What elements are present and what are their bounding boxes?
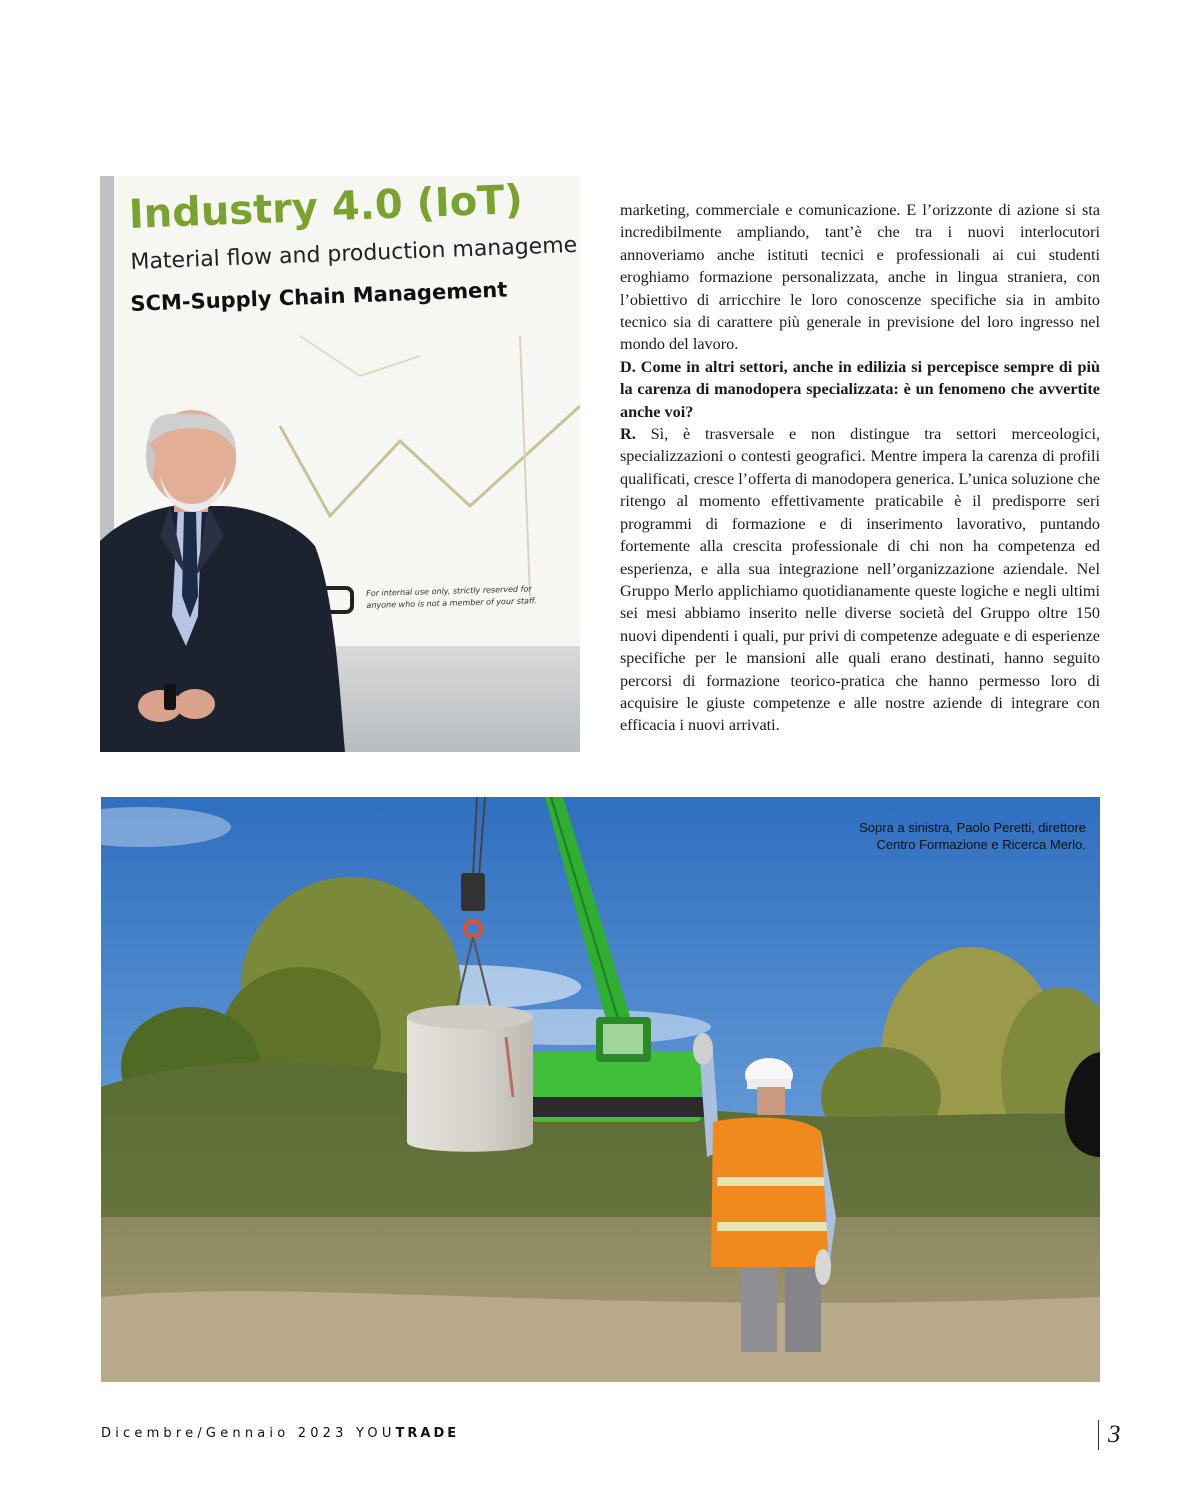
- issue-date: Dicembre/Gennaio 2023: [101, 1426, 348, 1441]
- slide-subtitle: Material flow and production manageme: [130, 232, 578, 275]
- magazine-brand: [356, 1426, 459, 1441]
- speaker-photo: [100, 176, 580, 752]
- slide-note: For internal use only, strictly reserved for anyone who is not a member of your staff.: [366, 584, 538, 610]
- speaker-figure: [100, 176, 580, 752]
- article-paragraph-1: marketing, commerciale e comunicazione. E l’orizzonte di azione si sta incredibilmente ampliando, tant’è che tra i nuovi interlocutori annoveriamo anche istituti tecnici e professionali ai cui studenti eroghiamo formazione personalizzata, anche in lingua straniera, con l’obiettivo di arricchire le loro conoscenze specifiche sia in ambito tecnico sia di carattere più generale in previsione del loro ingresso nel mondo del lavoro.: [620, 201, 1100, 354]
- page-footer: [101, 1426, 459, 1441]
- answer-body: Sì, è trasversale e non distingue tra settori merceologici, specializzazioni o contesti geografici. Mentre impera la carenza di profili qualificati, cresce l’offerta di manodopera generica. L’unica soluzione che ritengo al momento effettivamente praticabile è il predisporre seri programmi di formazione e di inserimento lavorativo, puntando fortemente alla crescita professionale di chi non ha competenza ed esperienza, e alla sua integrazione nell’organizzazione aziendale. Nel Gruppo Merlo applichiamo quotidianamente queste logiche e negli ultimi sei mesi abbiamo inserito nelle diverse società del Gruppo oltre 150 nuovi dipendenti i quali, pur privi di competenze adeguate e di esperienze specifiche per le mansioni alle quali erano destinati, hanno seguito percorsi di formazione teorico-pratica che hanno permesso loro di acquisire le giuste competenze e alle nostre aziende di integrare con efficacia i nuovi arrivati.: [620, 425, 1101, 735]
- slide-subtitle-2: SCM-Supply Chain Management: [130, 277, 508, 316]
- photo-caption: Sopra a sinistra, Paolo Peretti, direttore Centro Formazione e Ricerca Merlo.: [859, 820, 1086, 852]
- answer-lead: R.: [620, 425, 636, 444]
- slide-title: Industry 4.0 (IoT): [128, 176, 524, 238]
- page-number: 3: [1098, 1420, 1121, 1450]
- interview-answer: [620, 423, 1100, 737]
- brand-you: YOU: [355, 1426, 396, 1441]
- brand-trade: TRADE: [395, 1426, 460, 1441]
- article-text: [620, 199, 1100, 737]
- construction-photo: [101, 797, 1100, 1382]
- interview-question: D. Come in altri settori, anche in edilizia si percepisce sempre di più la carenza di manodopera specializzata: è un fenomeno che avvertite anche voi?: [620, 357, 1100, 421]
- construction-scene: [101, 797, 1100, 1382]
